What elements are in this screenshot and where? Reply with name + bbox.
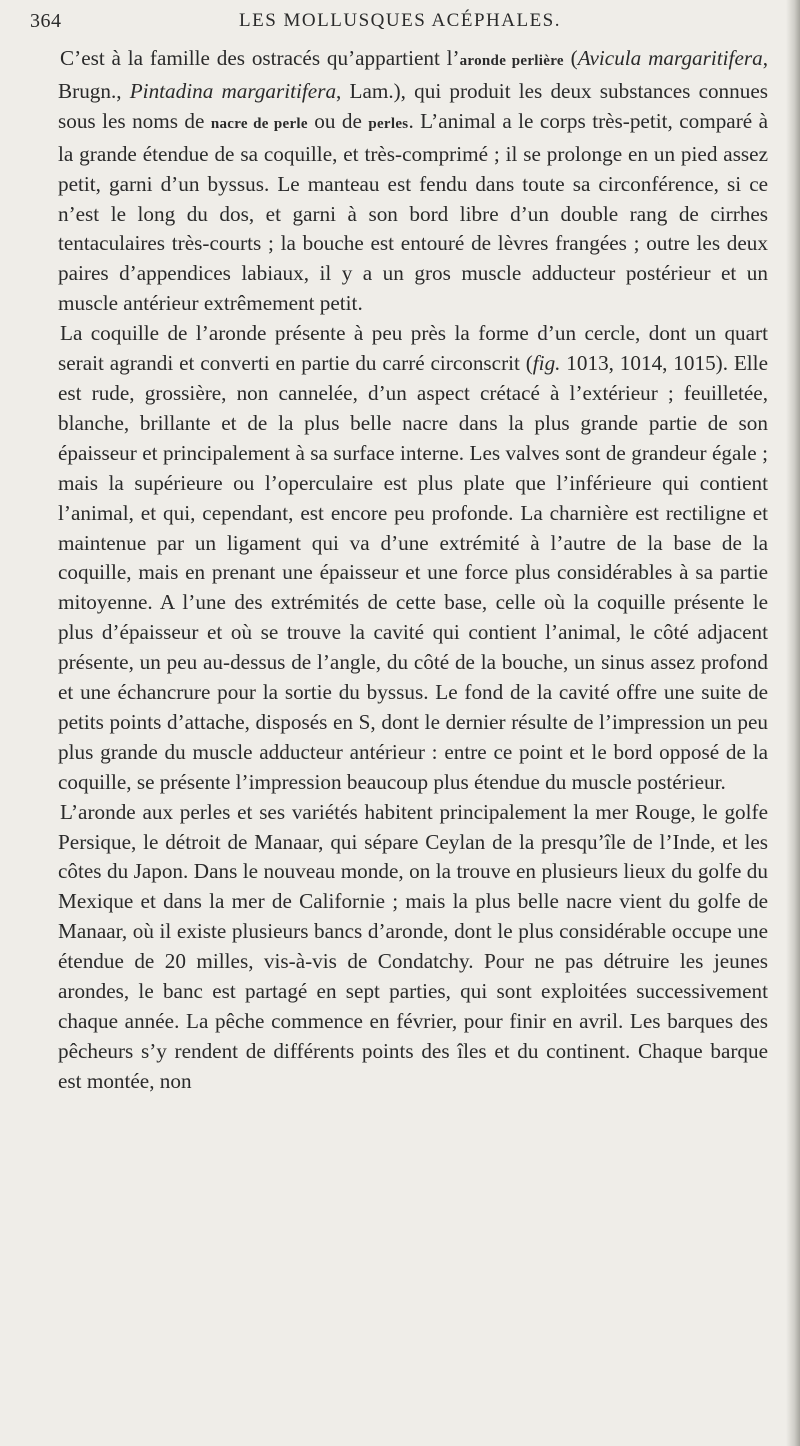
text-run: fig. [532, 351, 561, 376]
body-text [58, 44, 768, 1097]
text-run: . L’animal a le corps très-petit, comparé à la grande étendue de sa coquille, et très-comprimé ; il se prolonge en un pied assez petit, garni d’un byssus. Le manteau est fendu dans toute sa circonférence, si ce n’est le long du dos, et garni à son bord libre d’un double rang de cirrhes tentaculaires très-courts ; la bouche est entouré de lèvres frangées ; outre les deux paires d’appendices labiaux, il y a un gros muscle adducteur postérieur et un muscle antérieur extrêmement petit. [58, 108, 768, 316]
page-header [30, 10, 770, 40]
page-number: 364 [30, 10, 62, 32]
text-run: C’est à la famille des ostracés qu’appartient l’ [60, 46, 460, 70]
text-run: ou de [307, 108, 369, 133]
paragraph [58, 44, 768, 319]
paragraph [58, 319, 768, 798]
text-run: , Lam.), qui produit les deux substances connues sous les noms de [58, 78, 768, 133]
text-run: nacre de perle [210, 115, 308, 132]
text-run: ( [563, 46, 578, 70]
text-run: L’aronde aux perles et ses variétés habitent principalement la mer Rouge, le golfe Persique, le détroit de Manaar, qui sépare Ceylan de la presqu’île de l’Inde, et les côtes du Japon. Dans le nouveau monde, on la trouve en plusieurs lieux du golfe du Mexique et dans la mer de Californie ; mais la plus belle nacre vient du golfe de Manaar, où il existe plusieurs bancs d’aronde, dont le plus considérable occupe une étendue de 20 milles, vis-à-vis de Condatchy. Pour ne pas détruire les jeunes arondes, le banc est partagé en sept parties, qui sont exploitées successivement chaque année. La pêche commence en février, pour finir en avril. Les barques des pêcheurs s’y rendent de différents points des îles et du continent. Chaque barque est montée, non [58, 799, 768, 1093]
page-edge-shadow [786, 0, 800, 1446]
text-run: , Brugn., [58, 46, 768, 103]
running-title: LES MOLLUSQUES ACÉPHALES. [239, 10, 561, 31]
text-run: Pintadina margaritifera [129, 78, 337, 103]
text-run: perles [368, 115, 409, 132]
text-run: aronde perlière [459, 53, 564, 69]
text-run: Avicula margaritifera [577, 46, 763, 70]
paragraph [58, 798, 768, 1097]
text-run: 1013, 1014, 1015). Elle est rude, grossière, non cannelée, d’un aspect crétacé à l’extérieur ; feuilletée, blanche, brillante et de la plus belle nacre dans la plus grande partie de son épaisseur et principalement à sa surface interne. Les valves sont de grandeur égale ; mais la supérieure ou l’operculaire est plus plate que l’inférieure qui contient l’animal, et qui, cependant, est encore peu profonde. La charnière est rectiligne et maintenue par un ligament qui va d’une extrémité à l’autre de la base de la coquille, mais en prenant une épaisseur et une force plus considérables à sa partie mitoyenne. A l’une des extrémités de cette base, celle où la coquille présente le plus d’épaisseur et où se trouve la cavité qui contient l’animal, le côté adjacent présente, un peu au-dessus de l’angle, du côté de la bouche, un sinus assez profond et une échancrure pour la sortie du byssus. Le fond de la cavité offre une suite de petits points d’attache, disposés en S, dont le dernier résulte de l’impression un peu plus grande du muscle adducteur antérieur : entre ce point et le bord opposé de la coquille, se présente l’impression beaucoup plus étendue du muscle postérieur. [58, 351, 768, 794]
text-run: La coquille de l’aronde présente à peu près la forme d’un cercle, dont un quart serait agrandi et converti en partie du carré circonscrit ( [58, 321, 768, 376]
